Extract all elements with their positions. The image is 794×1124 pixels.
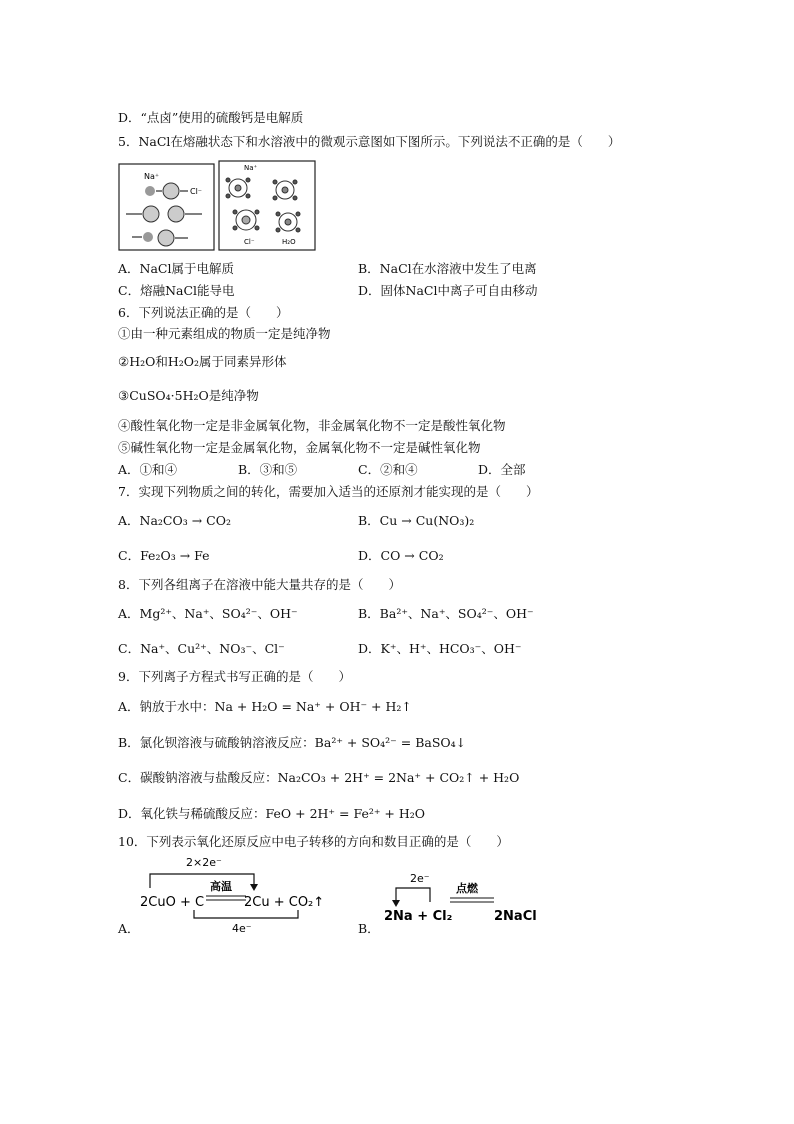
q10-diagram-a [136, 852, 326, 937]
hydrated-ions [226, 178, 300, 232]
q8-option-d[interactable]: D．K⁺、H⁺、HCO₃⁻、OH⁻ [358, 641, 522, 656]
a-top-electrons: 2×2e⁻ [186, 856, 222, 869]
q10-option-a-label[interactable]: A． [118, 921, 140, 936]
q6-option-d[interactable]: D．全部 [478, 462, 526, 477]
q9-option-a[interactable]: A．钠放于水中：Na + H₂O = Na⁺ + OH⁻ + H₂↑ [118, 699, 412, 714]
q6-option-b[interactable]: B．③和⑤ [238, 462, 298, 477]
q9-stem: 9．下列离子方程式书写正确的是（ ） [118, 669, 351, 684]
b-eq-left: 2Na + Cl₂ [384, 909, 453, 924]
na-label: Na⁺ [144, 172, 160, 181]
q5-stem: 5．NaCl在熔融状态下和水溶液中的微观示意图如下图所示。下列说法不正确的是（ ） [118, 134, 621, 149]
cl-label-aq: Cl⁻ [244, 238, 255, 246]
q7-option-c[interactable]: C．Fe₂O₃ → Fe [118, 548, 210, 563]
q6-option-c[interactable]: C．②和④ [358, 462, 418, 477]
q6-option-a[interactable]: A．①和④ [118, 462, 178, 477]
q6-stem: 6．下列说法正确的是（ ） [118, 305, 289, 320]
a-eq-right: 2Cu + CO₂↑ [244, 895, 325, 910]
q10-diagram-b [378, 868, 548, 935]
q10-option-b-label[interactable]: B． [358, 921, 380, 936]
q5-option-b[interactable]: B．NaCl在水溶液中发生了电离 [358, 261, 537, 276]
q5-option-a[interactable]: A．NaCl属于电解质 [118, 261, 234, 276]
a-bottom-electrons: 4e⁻ [232, 922, 252, 934]
q6-statement-5: ⑤碱性氧化物一定是金属氧化物，金属氧化物不一定是碱性氧化物 [118, 440, 481, 455]
b-condition: 点燃 [456, 882, 478, 895]
q5-option-d[interactable]: D．固体NaCl中离子可自由移动 [358, 283, 538, 298]
b-eq-right: 2NaCl [494, 909, 537, 924]
q7-option-b[interactable]: B．Cu → Cu(NO₃)₂ [358, 513, 475, 528]
a-condition: 高温 [210, 880, 232, 893]
q9-option-b[interactable]: B．氯化钡溶液与硫酸钠溶液反应：Ba²⁺ + SO₄²⁻ = BaSO₄↓ [118, 735, 467, 750]
q5-option-c[interactable]: C．熔融NaCl能导电 [118, 283, 235, 298]
a-eq-left: 2CuO + C [140, 895, 205, 910]
nacl-micro-diagram [118, 160, 318, 254]
q6-statement-2: ②H₂O和H₂O₂属于同素异形体 [118, 354, 287, 369]
cl-label: Cl⁻ [190, 187, 203, 196]
q7-option-d[interactable]: D．CO → CO₂ [358, 548, 444, 563]
b-top-electrons: 2e⁻ [410, 872, 430, 885]
q8-option-b[interactable]: B．Ba²⁺、Na⁺、SO₄²⁻、OH⁻ [358, 606, 534, 621]
q6-statement-4: ④酸性氧化物一定是非金属氧化物，非金属氧化物不一定是酸性氧化物 [118, 418, 506, 433]
q8-stem: 8．下列各组离子在溶液中能大量共存的是（ ） [118, 577, 401, 592]
na-label-aq: Na⁺ [244, 164, 258, 172]
q5-figure [118, 160, 318, 257]
q9-option-c[interactable]: C．碳酸钠溶液与盐酸反应：Na₂CO₃ + 2H⁺ = 2Na⁺ + CO₂↑ + H₂O [118, 770, 520, 785]
q6-statement-3: ③CuSO₄·5H₂O是纯净物 [118, 388, 259, 403]
q10-stem: 10．下列表示氧化还原反应中电子转移的方向和数目正确的是（ ） [118, 834, 509, 849]
q8-option-c[interactable]: C．Na⁺、Cu²⁺、NO₃⁻、Cl⁻ [118, 641, 285, 656]
q7-stem: 7．实现下列物质之间的转化，需要加入适当的还原剂才能实现的是（ ） [118, 484, 539, 499]
q8-option-a[interactable]: A．Mg²⁺、Na⁺、SO₄²⁻、OH⁻ [118, 606, 298, 621]
q6-statement-1: ①由一种元素组成的物质一定是纯净物 [118, 326, 331, 341]
q7-option-a[interactable]: A．Na₂CO₃ → CO₂ [118, 513, 231, 528]
prev-option-d: D．“点卤”使用的硫酸钙是电解质 [118, 110, 304, 125]
q9-option-d[interactable]: D．氧化铁与稀硫酸反应：FeO + 2H⁺ = Fe²⁺ + H₂O [118, 806, 426, 821]
h2o-label: H₂O [282, 238, 296, 246]
